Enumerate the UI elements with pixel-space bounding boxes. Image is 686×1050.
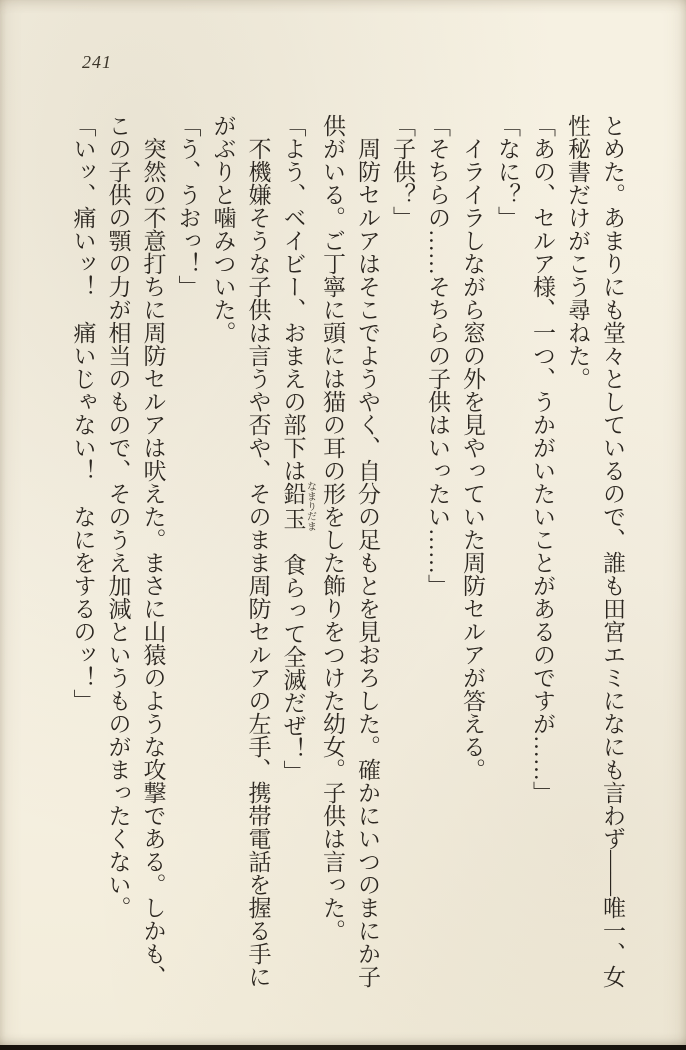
ruby-annotated-word: 鉛玉 なまりだま — [280, 481, 316, 531]
paragraph: イライラしながら窓の外を見やっていた周防セルアが答える。 — [460, 137, 485, 781]
paragraph: 「そちらの……そちらの子供はいったい……」 — [425, 114, 450, 597]
paragraph: 不機嫌そうな子供は言うや否や、そのまま周防セルアの左手、携帯電話を握る手にがぶりと噛みついた。 — [210, 114, 271, 988]
page-number: 241 — [82, 52, 112, 72]
paragraph: 周防セルアはそこでようやく、自分の足もとを見おろした。確かにいつのまにか子供がいる。ご丁寧に頭には猫の耳の形をした飾りをつけた幼女。子供は言った。 — [320, 114, 380, 988]
paragraph: 「いッ、痛いッ！ 痛いじゃない！ なにをするのッ！」 — [70, 114, 96, 712]
paragraph: 「あの、セルア様、一つ、うかがいたいことがあるのですが……」 — [530, 114, 555, 804]
paragraph: 「なに？」 — [495, 114, 520, 229]
page-bottom-edge — [0, 1045, 686, 1050]
paragraph: 突然の不意打ちに周防セルアは吠えた。まさに山猿のような攻撃である。しかも、この子供の顎の力が相当のもので、そのうえ加減というものがまったくない。 — [105, 114, 166, 988]
paragraph: とめた。あまりにも堂々としているので、誰も田宮エミになにも言わず——唯一、女性秘書だけがこう尋ねた。 — [565, 114, 625, 988]
text-block — [66, 114, 631, 996]
paragraph: 「う、うおっ！」 — [175, 114, 201, 298]
paragraph: 「よう、ベイビー、おまえの部下は鉛玉 なまりだま 食らって全滅だぜ！」 — [280, 114, 316, 783]
paragraph: 「子供？」 — [390, 114, 415, 229]
